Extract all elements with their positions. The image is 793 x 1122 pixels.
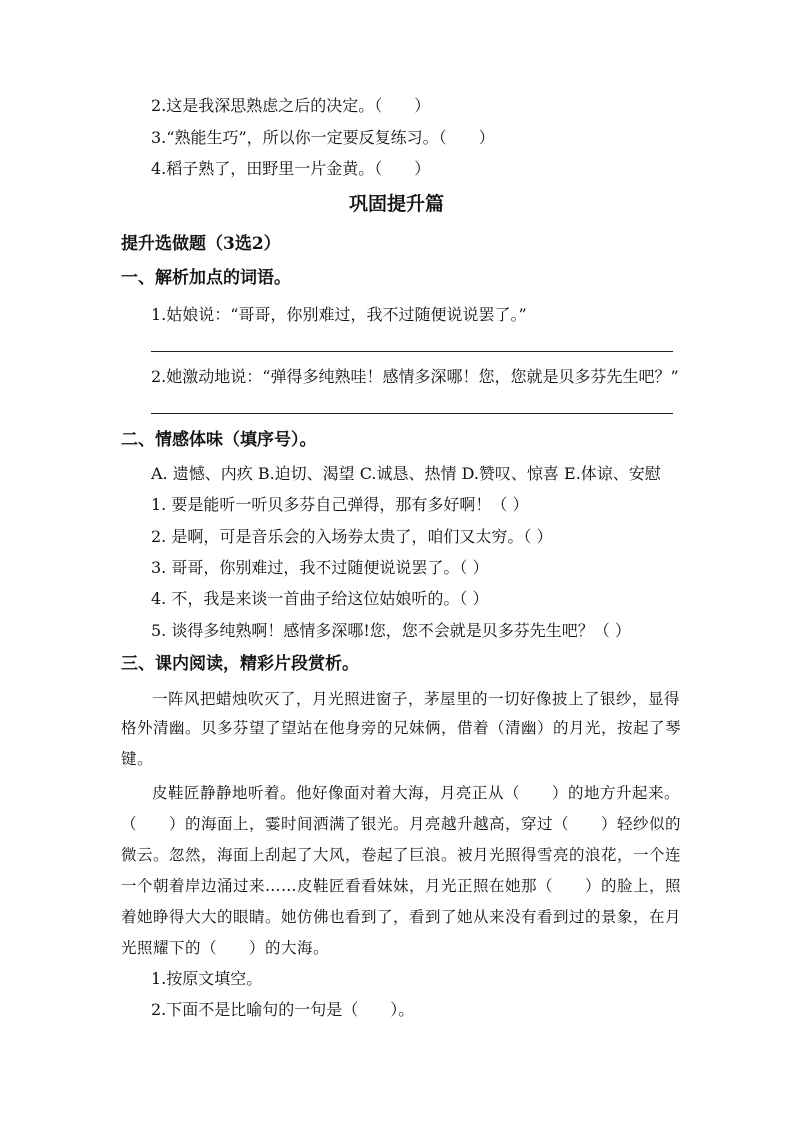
part2-item: 4. 不，我是来谈一首曲子给这位姑娘听的。（ ） bbox=[151, 589, 489, 608]
passage-line: 格外清幽。贝多芬望了望站在他身旁的兄妹俩，借着（清幽）的月光，按起了琴 bbox=[121, 719, 682, 737]
part2-item: 2. 是啊，可是音乐会的入场券太贵了，咱们又太穷。（ ） bbox=[151, 527, 553, 546]
passage-line: 皮鞋匠静静地听着。他好像面对着大海，月亮正从（ ）的地方升起来。 bbox=[152, 784, 681, 802]
answer-line bbox=[151, 351, 673, 352]
passage-line: 一阵风把蜡烛吹灭了，月光照进窗子，茅屋里的一切好像披上了银纱，显得 bbox=[152, 690, 681, 708]
part2-heading: 二、情感体味（填序号）。 bbox=[121, 430, 317, 450]
part2-item: 3. 哥哥，你别难过，我不过随便说说罢了。（ ） bbox=[151, 558, 489, 577]
question-item: 3.“熟能生巧”，所以你一定要反复练习。（ ） bbox=[151, 128, 495, 147]
passage-line: 着她睁得大大的眼睛。她仿佛也看到了，看到了她从来没有看到过的景象，在月 bbox=[121, 908, 682, 926]
part2-item: 5. 谈得多纯熟啊！感情多深哪!您，您不会就是贝多芬先生吧？（ ） bbox=[151, 621, 631, 640]
part1-heading: 一、解析加点的词语。 bbox=[121, 268, 291, 288]
answer-line bbox=[151, 413, 673, 414]
passage-line: 光照耀下的（ ）的大海。 bbox=[121, 939, 330, 957]
part3-question: 2.下面不是比喻句的一句是（ ）。 bbox=[151, 1000, 415, 1019]
part1-question: 1.姑娘说：“哥哥，你别难过，我不过随便说说罢了。” bbox=[151, 305, 527, 324]
part2-item: 1. 要是能听一听贝多芬自己弹得，那有多好啊！（ ） bbox=[151, 495, 529, 514]
passage-line: （ ）的海面上，霎时间洒满了银光。月亮越升越高，穿过（ ）轻纱似的 bbox=[121, 815, 682, 833]
part3-question: 1.按原文填空。 bbox=[151, 969, 263, 988]
part3-heading: 三、课内阅读，精彩片段赏析。 bbox=[121, 654, 359, 674]
subsection-title: 提升选做题（3选2） bbox=[121, 234, 281, 254]
passage-line: 微云。忽然，海面上刮起了大风，卷起了巨浪。被月光照得雪亮的浪花，一个连 bbox=[121, 846, 682, 864]
section-title: 巩固提升篇 bbox=[348, 193, 444, 215]
question-item: 4.稻子熟了，田野里一片金黄。（ ） bbox=[151, 159, 431, 178]
question-item: 2.这是我深思熟虑之后的决定。（ ） bbox=[151, 96, 431, 115]
passage-line: 键。 bbox=[121, 750, 154, 768]
passage-line: 一个朝着岸边涌过来……皮鞋匠看看妹妹，月光正照在她那（ ）的脸上，照 bbox=[121, 877, 682, 895]
part1-question: 2.她激动地说：“弹得多纯熟哇！感情多深哪！您，您就是贝多芬先生吧？” bbox=[151, 367, 679, 386]
part2-options: A. 遗憾、内疚 B.迫切、渴望 C.诚恳、热情 D.赞叹、惊喜 E.体谅、安慰 bbox=[151, 464, 661, 483]
